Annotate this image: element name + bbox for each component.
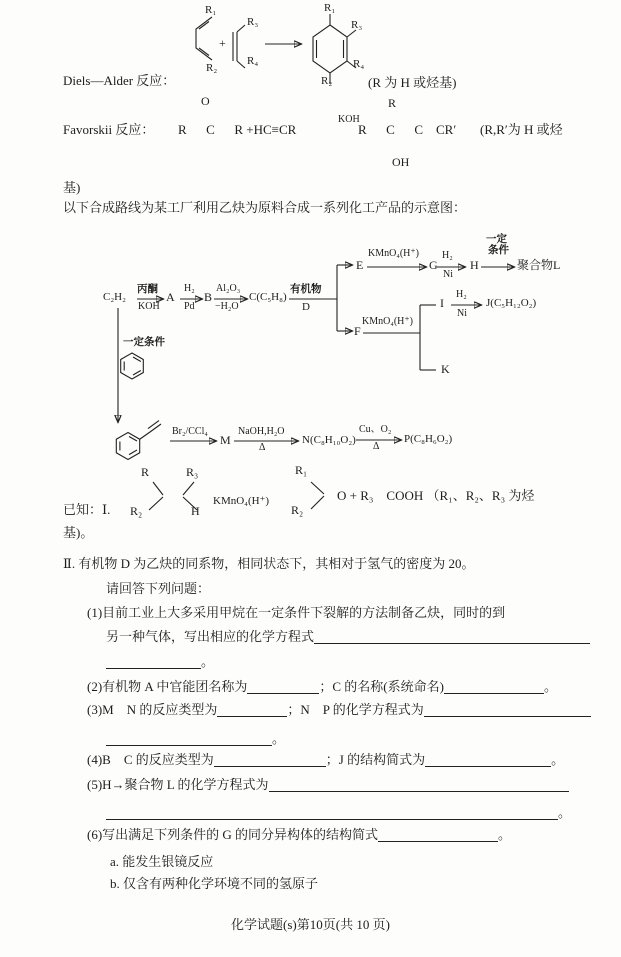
flow-acetone-label: 丙酮 (137, 283, 158, 295)
question-3-line-1 (87, 703, 591, 718)
da-plus-sign: + (219, 36, 226, 50)
question-4-text-1: (4)B C 的反应类型为 (87, 752, 214, 767)
answer-blank (106, 806, 558, 820)
known-prefix: 已知：Ⅰ. (63, 502, 111, 517)
benzene-ring (121, 353, 144, 379)
flow-condition-label-1: 一定 (486, 233, 507, 245)
known-fragment-1 (149, 482, 163, 510)
flow-pd-label: Pd (184, 301, 195, 312)
flow-delta-label-2: Δ (373, 441, 380, 452)
da-diene-r2-label: R₂ (206, 62, 218, 74)
flow-ni-label-1: Ni (443, 269, 453, 280)
flow-compound-i: I (440, 296, 444, 310)
question-3-period: 。 (272, 731, 286, 746)
flow-minus-h2o-label: −H₂O (215, 301, 239, 312)
favorskii-reactant: R C R +HC≡CR (178, 122, 297, 137)
flow-compound-k: K (441, 362, 450, 376)
question-3-line-2 (106, 732, 285, 747)
known-product-fragment (311, 482, 324, 509)
flow-br2-ccl4-label: Br₂/CCl₄ (172, 426, 208, 437)
flow-al2o3-label: Al₂O₃ (216, 283, 241, 294)
flow-condition-full-label: 一定条件 (123, 336, 165, 348)
da-product-r1-label: R₁ (324, 2, 336, 14)
answer-blank (106, 655, 201, 669)
question-1-line-2 (106, 630, 590, 645)
flow-naoh-h2o-label: NaOH,H₂O (238, 426, 285, 437)
question-6-condition-a: a. 能发生银镜反应 (110, 854, 214, 869)
answer-blank (425, 753, 551, 767)
section-2-statement: Ⅱ. 有机物 D 为乙炔的同系物，相同状态下，其相对于氢气的密度为 20。 (63, 556, 475, 571)
question-4-period: 。 (551, 752, 565, 767)
synthesis-intro-text: 以下合成路线为某工厂利用乙炔为原料合成一系列化工产品的示意图： (63, 200, 467, 215)
flow-compound-h: H (470, 258, 479, 272)
answer-blank (444, 680, 544, 694)
question-2-line (87, 680, 557, 695)
da-diene-r1-label: R₁ (205, 4, 217, 16)
flow-compound-c: C(C₅H₈) (249, 291, 287, 303)
da-product-r3-label: R₃ (351, 19, 363, 31)
question-6-line (87, 828, 511, 843)
diene-structure (196, 17, 212, 60)
question-3-text-1: (3)M N 的反应类型为 (87, 702, 218, 717)
question-4-text-2: ；J 的结构简式为 (325, 752, 426, 767)
known-kmno4-condition: KMnO₄(H⁺) (213, 495, 270, 507)
flow-polymer-l: 聚合物L (517, 258, 561, 272)
answer-blank (378, 828, 498, 842)
flow-kmno4-label-e: KMnO₄(H⁺) (368, 248, 419, 259)
favorskii-note: (R,R′为 H 或烃 (480, 122, 563, 137)
flow-compound-d-label: D (302, 301, 310, 313)
answer-blank (424, 703, 591, 717)
known-r2-label-a: R₂ (130, 504, 143, 518)
flow-compound-g: G (429, 258, 438, 272)
flow-h2-label-3: H₂ (456, 289, 467, 300)
flow-compound-m: M (220, 433, 231, 447)
favorskii-r-above: R (388, 96, 397, 110)
flow-cu-o2-label: Cu、O₂ (359, 424, 392, 435)
flow-condition-label-2: 条件 (488, 244, 509, 256)
answer-blank (106, 732, 272, 746)
known-r-label: R (141, 465, 150, 479)
question-2-text-1: (2)有机物 A 中官能团名称为 (87, 679, 248, 694)
flow-compound-j: J(C₅H₁₂O₂) (486, 297, 537, 309)
flow-compound-n: N(C₈H₁₀O₂) (302, 434, 356, 446)
favorskii-koh-condition: KOH (338, 114, 360, 125)
da-title: Diels—Alder 反应： (63, 73, 176, 88)
question-5-line-1 (87, 778, 569, 793)
answer-blank (214, 753, 326, 767)
question-6-text-1: (6)写出满足下列条件的 G 的同分异构体的结构简式 (87, 827, 379, 842)
flow-compound-e: E (356, 258, 364, 272)
answer-blank (269, 778, 569, 792)
question-3-text-2: ；N P 的化学方程式为 (287, 702, 424, 717)
answer-blank (247, 680, 319, 694)
dienophile-structure (233, 25, 245, 68)
flow-compound-a: A (166, 290, 175, 304)
page-footer: 化学试题(s)第10页(共 10 页) (231, 917, 390, 932)
question-2-text-2: ；C 的名称(系统命名) (319, 679, 444, 694)
flow-compound-b: B (204, 290, 213, 304)
answer-prompt: 请回答下列问题： (106, 581, 211, 596)
question-5-period: 。 (558, 805, 572, 820)
known-wrap-text: 基)。 (63, 525, 94, 540)
known-h-label: H (191, 504, 200, 518)
known-r1-label-b: R₁ (295, 463, 308, 477)
da-product-r4-label: R₄ (353, 58, 365, 70)
question-1-line-1 (87, 606, 505, 621)
flow-kmno4-label-f: KMnO₄(H⁺) (362, 316, 413, 327)
flow-koh-label: KOH (138, 301, 160, 312)
answer-blank (314, 630, 590, 644)
favorskii-oh-below: OH (392, 155, 410, 169)
question-5-line-2 (106, 806, 571, 821)
answer-blank (217, 703, 287, 717)
da-dienophile-r4-label: R₄ (247, 55, 259, 67)
question-2-period: 。 (543, 679, 557, 694)
flow-h2-label-2: H₂ (442, 250, 453, 261)
da-product-ring (313, 14, 356, 84)
question-1-text-2: 另一种气体，写出相应的化学方程式 (106, 629, 315, 644)
question-1-line-3 (106, 655, 214, 670)
question-1-text-1: (1)目前工业上大多采用甲烷在一定条件下裂解的方法制备乙炔，同时的到 (87, 605, 506, 620)
question-4-line (87, 753, 564, 768)
question-6-condition-b: b. 仅含有两种化学环境不同的氢原子 (110, 876, 319, 891)
question-6-period: 。 (498, 827, 512, 842)
da-note: (R 为 H 或烃基) (368, 75, 457, 90)
da-dienophile-r3-label: R₃ (247, 16, 259, 28)
flow-compound-f: F (354, 324, 361, 338)
question-5-text-1: (5)H→聚合物 L 的化学方程式为 (87, 777, 269, 792)
question-1-period: 。 (201, 654, 215, 669)
known-products-text: O + R₃ COOH （R₁、R₂、R₃ 为烃 (337, 488, 535, 503)
known-r2-label-b: R₂ (291, 503, 304, 517)
flow-organic-label: 有机物 (290, 283, 322, 295)
favorskii-note-wrap: 基) (63, 180, 81, 195)
da-product-r2-label: R₂ (321, 75, 333, 87)
styrene-structure (116, 421, 161, 460)
flow-ni-label-2: Ni (457, 308, 467, 319)
flow-delta-label-1: Δ (259, 442, 266, 453)
favorskii-o-above: O (201, 94, 210, 108)
flow-h2-label-1: H₂ (184, 283, 195, 294)
flow-compound-p: P(C₈H₆O₂) (404, 433, 453, 445)
known-r3-label: R₃ (186, 465, 199, 479)
flow-c2h2: C₂H₂ (103, 291, 126, 303)
favorskii-product: R C C CR′ (358, 122, 457, 137)
favorskii-title: Favorskii 反应： (63, 122, 155, 137)
